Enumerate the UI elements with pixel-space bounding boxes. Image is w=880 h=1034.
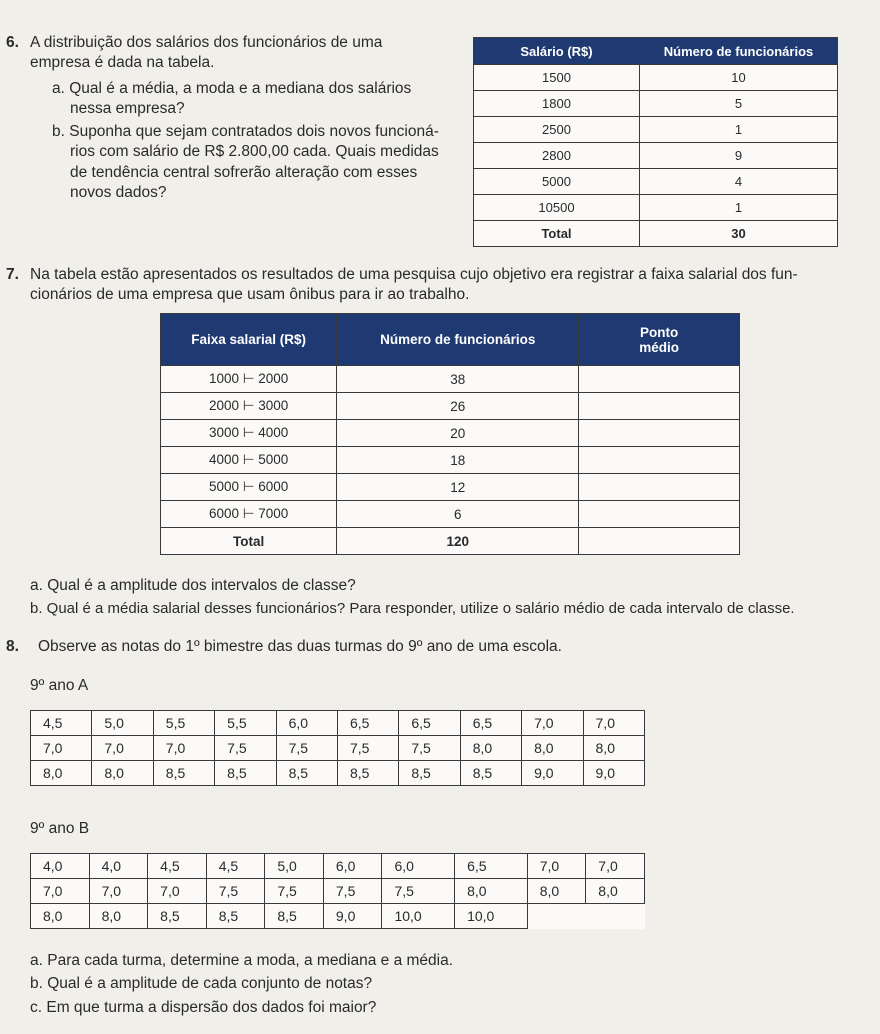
q6-intro-line1: A distribuição dos salários dos funcionários de uma	[30, 34, 383, 51]
table-row	[31, 761, 645, 786]
table-cell: 2000 ⊢ 3000	[161, 393, 337, 420]
q7-header-midpoint: Ponto médio	[579, 314, 740, 366]
grade-cell: 8,0	[31, 904, 90, 929]
grade-cell	[586, 904, 645, 929]
table-cell: 6000 ⊢ 7000	[161, 501, 337, 528]
grade-cell: 7,5	[276, 736, 337, 761]
table-row	[31, 854, 645, 879]
q7-intro-line2: cionários de uma empresa que usam ônibus para ir ao trabalho.	[30, 286, 470, 303]
table-cell: 38	[337, 366, 579, 393]
table-cell	[579, 447, 740, 474]
q6-salary-table	[473, 37, 838, 247]
table-cell: 30	[640, 221, 838, 247]
q8-intro: Observe as notas do 1º bimestre das duas turmas do 9º ano de uma escola.	[38, 638, 562, 655]
table-cell: 6	[337, 501, 579, 528]
grade-cell: 8,5	[337, 761, 398, 786]
grade-cell	[527, 904, 586, 929]
table-row	[474, 117, 838, 143]
table-cell: Total	[161, 528, 337, 555]
table-cell	[579, 420, 740, 447]
grade-cell: 7,5	[382, 879, 455, 904]
q8-c: c. Em que turma a dispersão dos dados foi maior?	[30, 999, 377, 1016]
grade-cell: 9,0	[583, 761, 644, 786]
q8-class-b-grades-table	[30, 853, 645, 929]
grade-cell: 5,5	[153, 711, 214, 736]
grade-cell: 7,0	[148, 879, 207, 904]
q6-header-salary: Salário (R$)	[474, 38, 640, 65]
grade-cell: 7,0	[92, 736, 153, 761]
table-row	[161, 366, 740, 393]
table-cell: 5000	[474, 169, 640, 195]
grade-cell: 7,5	[323, 879, 382, 904]
q7-intro-line1: Na tabela estão apresentados os resultados de uma pesquisa cujo objetivo era registrar a faixa salarial dos fun-	[30, 266, 798, 283]
q6-a-line2: nessa empresa?	[70, 100, 185, 117]
grade-cell: 7,0	[583, 711, 644, 736]
table-cell: 12	[337, 474, 579, 501]
grade-cell: 8,0	[92, 761, 153, 786]
q7-a: a. Qual é a amplitude dos intervalos de classe?	[30, 577, 356, 594]
q7-b: b. Qual é a média salarial desses funcionários? Para responder, utilize o salário médio de cada intervalo de classe.	[30, 600, 795, 617]
q7-number: 7.	[6, 266, 19, 283]
table-cell: 4000 ⊢ 5000	[161, 447, 337, 474]
table-cell: 20	[337, 420, 579, 447]
table-row	[161, 447, 740, 474]
grade-cell: 7,0	[586, 854, 645, 879]
table-cell: 3000 ⊢ 4000	[161, 420, 337, 447]
grade-cell: 8,0	[522, 736, 583, 761]
q6-intro-line2: empresa é dada na tabela.	[30, 54, 215, 71]
q6-b-line4: novos dados?	[70, 184, 167, 201]
table-cell: 2800	[474, 143, 640, 169]
table-cell: 26	[337, 393, 579, 420]
table-row	[474, 143, 838, 169]
grade-cell: 8,5	[148, 904, 207, 929]
table-cell	[579, 501, 740, 528]
grade-cell: 4,5	[148, 854, 207, 879]
grade-cell: 8,5	[153, 761, 214, 786]
table-row	[474, 195, 838, 221]
q6-b-line1: b. Suponha que sejam contratados dois novos funcioná-	[52, 123, 439, 140]
grade-cell: 8,5	[206, 904, 265, 929]
table-cell: 1	[640, 195, 838, 221]
table-row	[31, 711, 645, 736]
table-row	[474, 91, 838, 117]
q7-header-range: Faixa salarial (R$)	[161, 314, 337, 366]
grade-cell: 6,5	[399, 711, 460, 736]
table-cell	[579, 528, 740, 555]
table-row	[31, 879, 645, 904]
grade-cell: 7,5	[206, 879, 265, 904]
grade-cell: 8,5	[399, 761, 460, 786]
q8-b: b. Qual é a amplitude de cada conjunto de notas?	[30, 975, 373, 992]
q6-a-line1: a. Qual é a média, a moda e a mediana dos salários	[52, 80, 412, 97]
grade-cell: 5,5	[215, 711, 276, 736]
grade-cell: 7,0	[153, 736, 214, 761]
q7-salary-range-table	[160, 313, 740, 555]
grade-cell: 7,5	[265, 879, 324, 904]
grade-cell: 5,0	[265, 854, 324, 879]
table-cell: 5000 ⊢ 6000	[161, 474, 337, 501]
q8-class-a-label: 9º ano A	[30, 677, 89, 694]
table-cell	[579, 474, 740, 501]
grade-cell: 7,0	[522, 711, 583, 736]
table-cell	[579, 366, 740, 393]
table-row	[161, 501, 740, 528]
grade-cell: 4,0	[89, 854, 148, 879]
grade-cell: 8,5	[265, 904, 324, 929]
grade-cell: 7,0	[527, 854, 586, 879]
grade-cell: 7,5	[337, 736, 398, 761]
table-cell: 4	[640, 169, 838, 195]
table-row	[31, 736, 645, 761]
q8-a: a. Para cada turma, determine a moda, a mediana e a média.	[30, 952, 454, 969]
q6-b-line3: de tendência central sofrerão alteração com esses	[70, 164, 418, 181]
table-row	[161, 474, 740, 501]
table-row	[474, 169, 838, 195]
q8-class-a-grades-table	[30, 710, 645, 786]
table-cell	[579, 393, 740, 420]
table-row	[161, 393, 740, 420]
table-cell: 1	[640, 117, 838, 143]
grade-cell: 6,0	[382, 854, 455, 879]
grade-cell: 8,0	[455, 879, 528, 904]
grade-cell: 8,0	[586, 879, 645, 904]
q7-header-employees: Número de funcionários	[337, 314, 579, 366]
grade-cell: 8,0	[89, 904, 148, 929]
table-cell: 9	[640, 143, 838, 169]
table-cell: 10	[640, 65, 838, 91]
grade-cell: 6,5	[455, 854, 528, 879]
grade-cell: 7,5	[399, 736, 460, 761]
grade-cell: 7,0	[31, 736, 92, 761]
table-cell: 1500	[474, 65, 640, 91]
table-cell: Total	[474, 221, 640, 247]
table-cell: 120	[337, 528, 579, 555]
grade-cell: 6,0	[323, 854, 382, 879]
table-row	[31, 904, 645, 929]
table-cell: 10500	[474, 195, 640, 221]
grade-cell: 4,5	[31, 711, 92, 736]
grade-cell: 8,0	[460, 736, 521, 761]
table-row	[474, 65, 838, 91]
q8-class-b-label: 9º ano B	[30, 820, 90, 837]
grade-cell: 8,0	[583, 736, 644, 761]
grade-cell: 8,5	[460, 761, 521, 786]
grade-cell: 8,0	[31, 761, 92, 786]
grade-cell: 8,5	[215, 761, 276, 786]
grade-cell: 10,0	[455, 904, 528, 929]
grade-cell: 7,5	[215, 736, 276, 761]
grade-cell: 6,0	[276, 711, 337, 736]
q6-header-employees: Número de funcionários	[640, 38, 838, 65]
grade-cell: 9,0	[522, 761, 583, 786]
q8-number: 8.	[6, 638, 19, 655]
grade-cell: 6,5	[337, 711, 398, 736]
grade-cell: 5,0	[92, 711, 153, 736]
table-total-row	[161, 528, 740, 555]
grade-cell: 7,0	[31, 879, 90, 904]
q6-b-line2: rios com salário de R$ 2.800,00 cada. Quais medidas	[70, 143, 439, 160]
table-cell: 2500	[474, 117, 640, 143]
grade-cell: 9,0	[323, 904, 382, 929]
grade-cell: 4,5	[206, 854, 265, 879]
grade-cell: 6,5	[460, 711, 521, 736]
table-cell: 1000 ⊢ 2000	[161, 366, 337, 393]
q6-number: 6.	[6, 34, 19, 51]
table-row	[161, 420, 740, 447]
grade-cell: 7,0	[89, 879, 148, 904]
table-cell: 5	[640, 91, 838, 117]
grade-cell: 8,0	[527, 879, 586, 904]
grade-cell: 8,5	[276, 761, 337, 786]
table-cell: 18	[337, 447, 579, 474]
grade-cell: 4,0	[31, 854, 90, 879]
grade-cell: 10,0	[382, 904, 455, 929]
table-cell: 1800	[474, 91, 640, 117]
table-total-row	[474, 221, 838, 247]
